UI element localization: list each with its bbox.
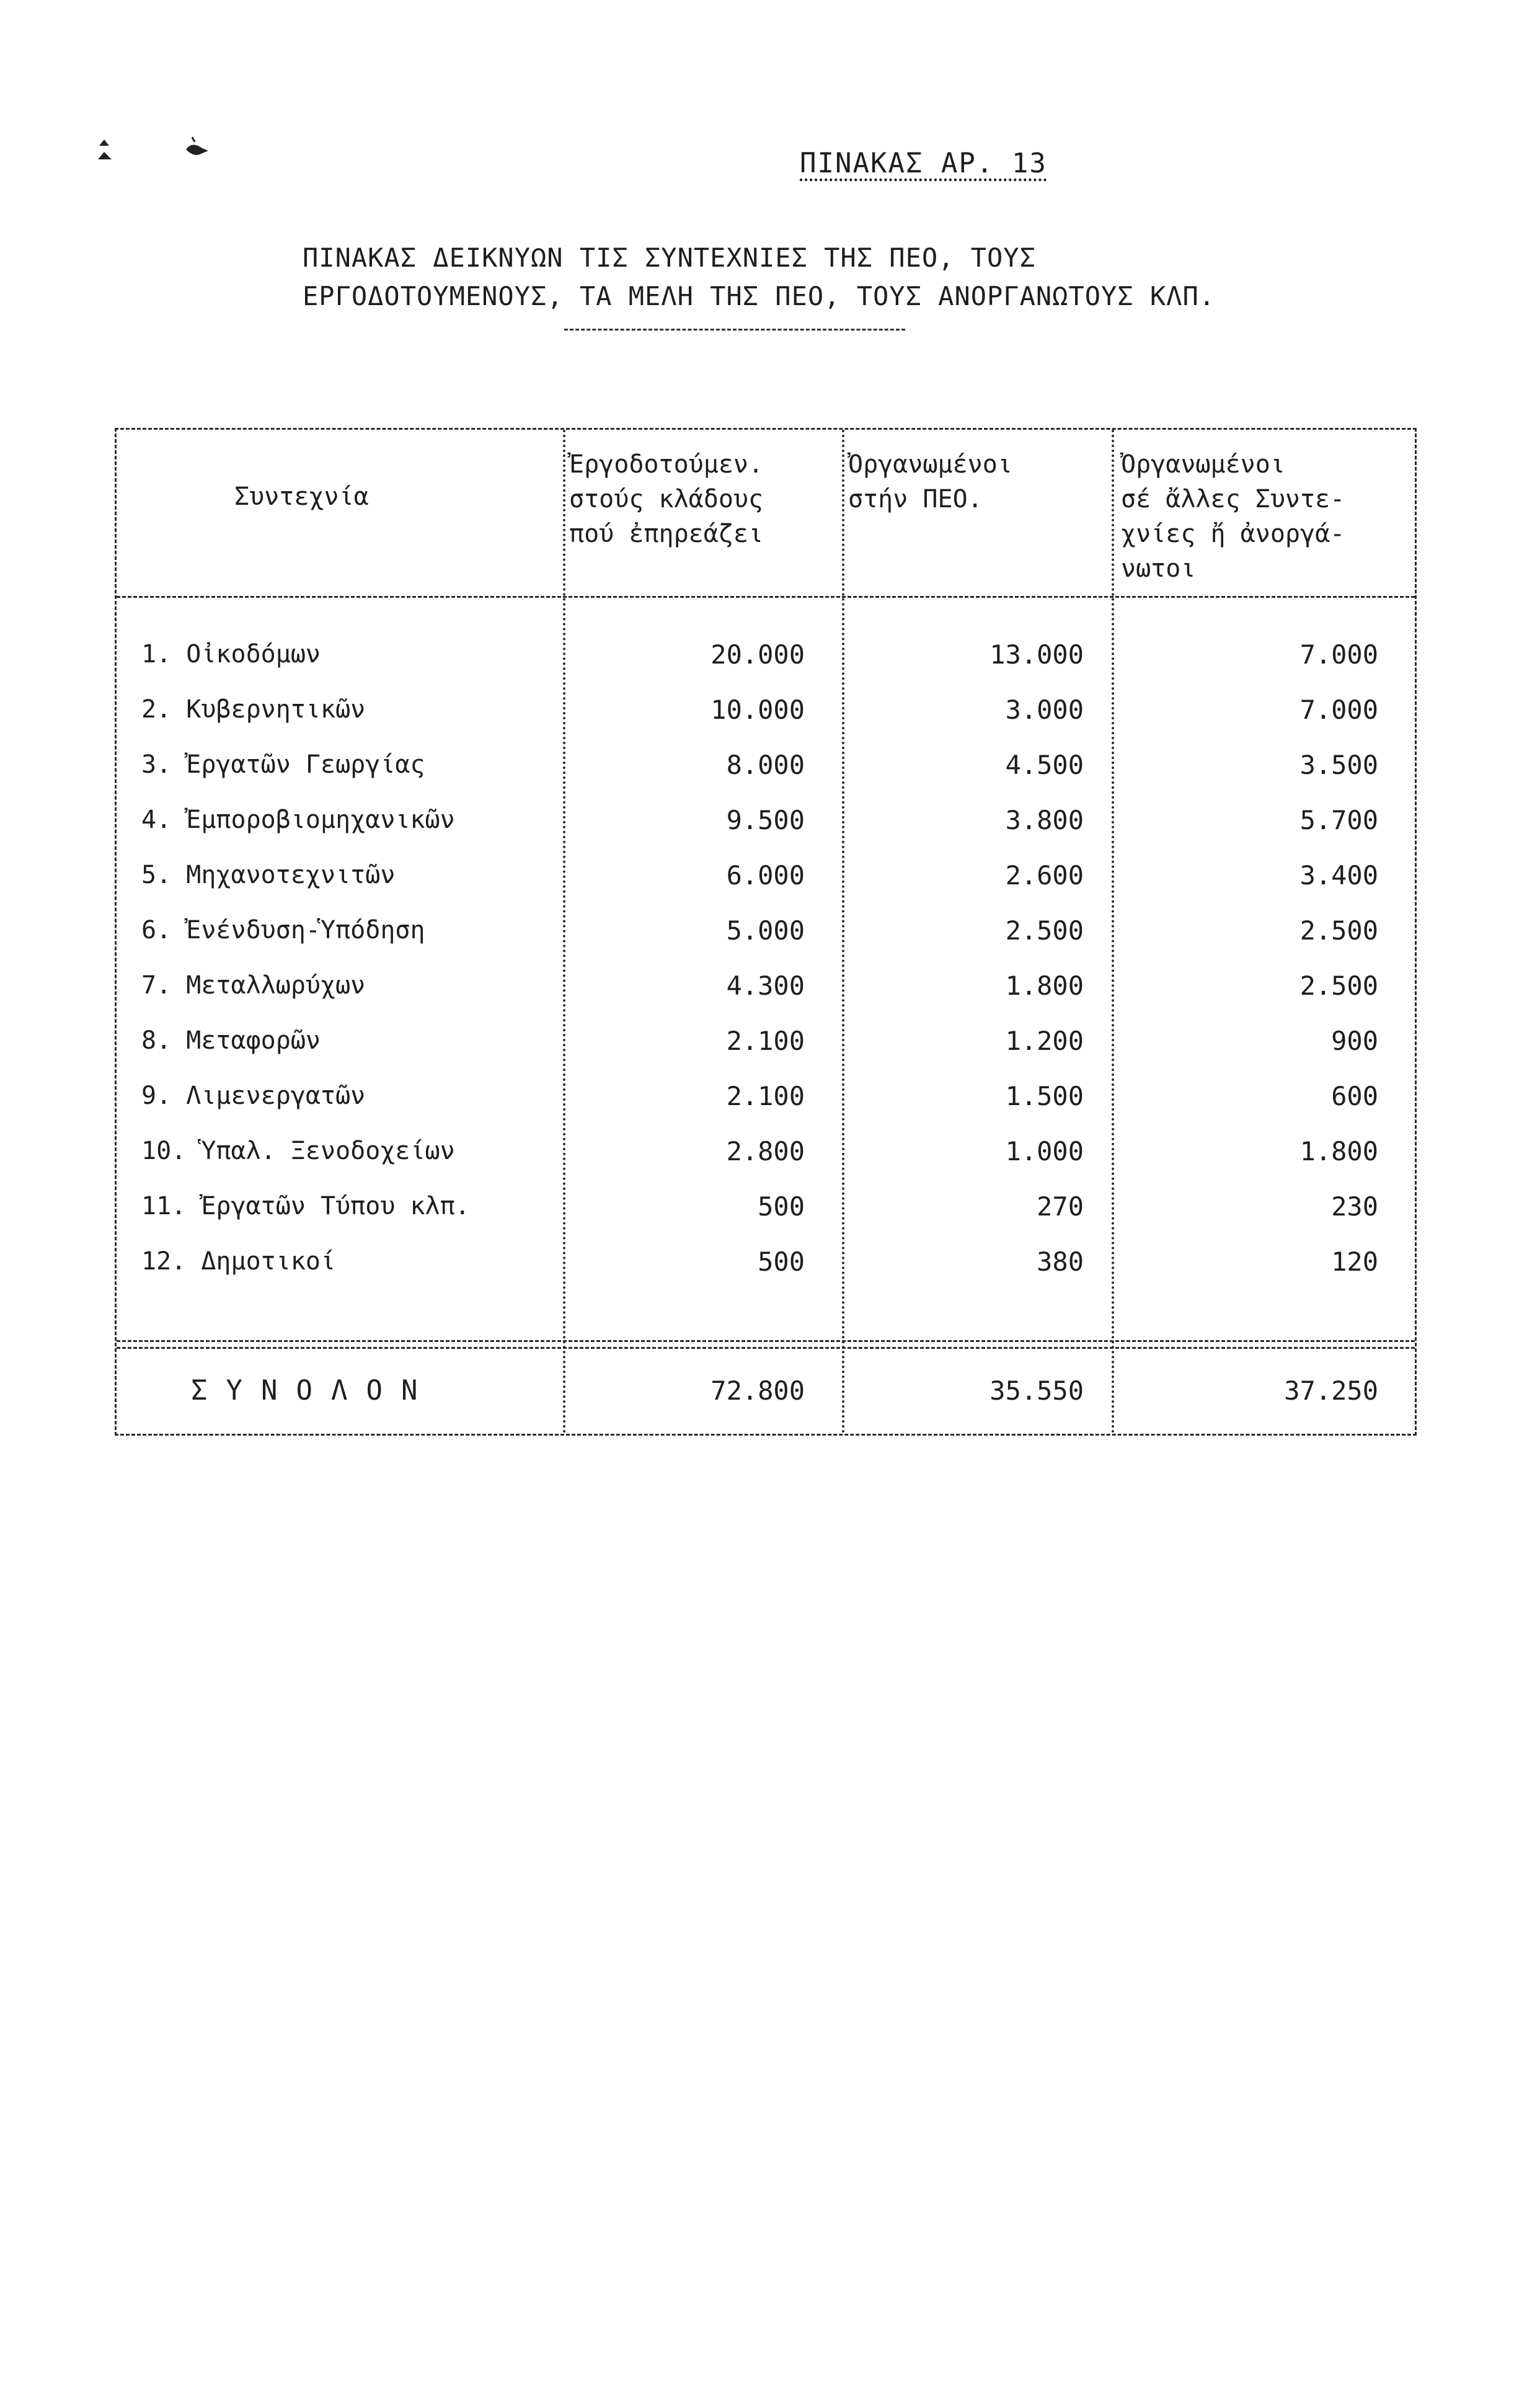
row-union-name: 8. Μεταφορῶν (141, 1026, 321, 1055)
row-union-name: 3. Ἐργατῶν Γεωργίας (141, 750, 425, 779)
table-row (117, 682, 1415, 737)
row-union-name: 1. Οἰκοδόμων (141, 640, 321, 669)
table-row (117, 627, 1415, 682)
total-separator (117, 1340, 1415, 1349)
row-employed: 20.000 (711, 639, 805, 670)
row-peo: 2.600 (1005, 860, 1084, 891)
document-title (303, 239, 1357, 316)
row-other: 1.800 (1299, 1136, 1378, 1166)
row-employed: 500 (758, 1191, 805, 1222)
total-employed: 72.800 (711, 1375, 805, 1406)
table-row (117, 793, 1415, 848)
row-other: 7.000 (1299, 695, 1378, 725)
total-label: ΣΥΝΟΛΟΝ (191, 1375, 436, 1406)
row-other: 600 (1331, 1081, 1378, 1111)
row-other: 120 (1331, 1246, 1378, 1277)
row-employed: 6.000 (726, 860, 805, 891)
title-line-2: ΕΡΓΟΔΟΤΟΥΜΕΝΟΥΣ, ΤΑ ΜΕΛΗ ΤΗΣ ΠΕΟ, ΤΟΥΣ ΑΝΟΡΓΑΝΩΤΟΥΣ ΚΛΠ. (303, 281, 1216, 311)
column-header-employed: Ἐργοδοτούμεν. στούς κλάδους πού ἐπηρεάζει (569, 450, 764, 548)
row-employed: 9.500 (726, 805, 805, 835)
row-employed: 10.000 (711, 695, 805, 725)
table-row (117, 1068, 1415, 1124)
column-header-other: Ὀργανωμένοι σέ ἄλλες Συντε- χνίες ἤ ἀνοργά- νωτοι (1121, 450, 1345, 583)
row-employed: 2.100 (726, 1026, 805, 1056)
row-other: 230 (1331, 1191, 1378, 1222)
table-row (117, 1234, 1415, 1289)
title-line-1: ΠΙΝΑΚΑΣ ΔΕΙΚΝΥΩΝ ΤΙΣ ΣΥΝΤΕΧΝΙΕΣ ΤΗΣ ΠΕΟ, ΤΟΥΣ (303, 242, 1036, 273)
row-union-name: 10. Ὑπαλ. Ξενοδοχείων (141, 1137, 455, 1165)
row-peo: 2.500 (1005, 915, 1084, 946)
table-row (117, 1013, 1415, 1068)
row-other: 900 (1331, 1026, 1378, 1056)
row-peo: 1.500 (1005, 1081, 1084, 1111)
row-union-name: 5. Μηχανοτεχνιτῶν (141, 861, 396, 889)
total-peo: 35.550 (989, 1375, 1084, 1406)
statistics-table (115, 428, 1417, 1436)
table-row (117, 737, 1415, 793)
row-union-name: 11. Ἐργατῶν Τύπου κλπ. (141, 1192, 470, 1220)
row-other: 2.500 (1299, 915, 1378, 946)
row-employed: 4.300 (726, 971, 805, 1001)
row-union-name: 9. Λιμενεργατῶν (141, 1082, 366, 1110)
row-peo: 3.000 (1005, 695, 1084, 725)
row-other: 2.500 (1299, 971, 1378, 1001)
header-separator (117, 596, 1415, 598)
row-peo: 1.000 (1005, 1136, 1084, 1166)
row-peo: 4.500 (1005, 750, 1084, 780)
column-header-union: Συντεχνία (234, 482, 369, 511)
title-underline (564, 329, 905, 331)
row-peo: 1.200 (1005, 1026, 1084, 1056)
total-row (117, 1363, 1415, 1419)
table-row (117, 958, 1415, 1013)
row-union-name: 6. Ἐνένδυση-Ὑπόδηση (141, 916, 425, 944)
row-employed: 2.100 (726, 1081, 805, 1111)
row-peo: 3.800 (1005, 805, 1084, 835)
row-union-name: 2. Κυβερνητικῶν (141, 695, 366, 724)
row-peo: 270 (1037, 1191, 1084, 1222)
row-employed: 500 (758, 1246, 805, 1277)
row-union-name: 4. Ἐμποροβιομηχανικῶν (141, 806, 455, 834)
row-employed: 8.000 (726, 750, 805, 780)
total-other: 37.250 (1284, 1375, 1378, 1406)
corner-mark-icon (93, 133, 217, 171)
table-row (117, 848, 1415, 903)
row-employed: 5.000 (726, 915, 805, 946)
table-number: ΠΙΝΑΚΑΣ ΑΡ. 13 (800, 148, 1047, 179)
table-row (117, 1124, 1415, 1179)
row-union-name: 12. Δημοτικοί (141, 1247, 336, 1276)
row-union-name: 7. Μεταλλωρύχων (141, 971, 366, 1000)
row-peo: 13.000 (989, 639, 1084, 670)
row-other: 7.000 (1299, 639, 1378, 670)
table-row (117, 903, 1415, 958)
column-header-peo: Ὀργανωμένοι στήν ΠΕΟ. (848, 450, 1012, 513)
row-employed: 2.800 (726, 1136, 805, 1166)
row-peo: 1.800 (1005, 971, 1084, 1001)
table-row (117, 1179, 1415, 1234)
row-other: 3.500 (1299, 750, 1378, 780)
row-peo: 380 (1037, 1246, 1084, 1277)
row-other: 5.700 (1299, 805, 1378, 835)
row-other: 3.400 (1299, 860, 1378, 891)
